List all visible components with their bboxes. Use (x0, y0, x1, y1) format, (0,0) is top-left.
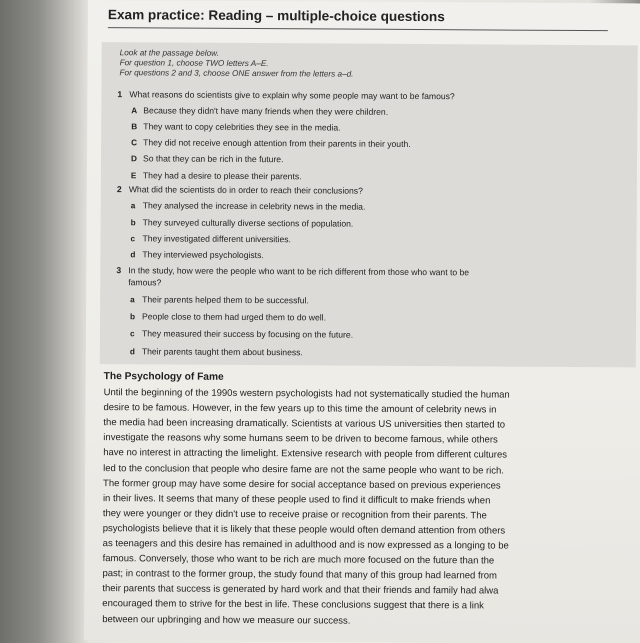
option-text: So that they can be rich in the future. (143, 153, 284, 164)
option-text: They interviewed psychologists. (142, 249, 263, 260)
question-line: famous? (128, 277, 161, 287)
passage-line: past; in contrast to the former group, the study found that many of this group had learned from (102, 568, 497, 581)
option-2-b (131, 217, 354, 228)
passage-line: in their lives. It seems that many of these people used to find it difficult to make friends when (103, 493, 490, 506)
option-letter: d (130, 250, 142, 259)
instruction-line: For questions 2 and 3, choose ONE answer from the letters a–d. (120, 68, 354, 78)
option-letter: C (131, 138, 143, 147)
question-number: 3 (116, 265, 128, 275)
option-letter: c (130, 329, 142, 338)
option-1-E (131, 170, 302, 181)
option-letter: D (131, 154, 143, 163)
passage-line: they were younger or they didn't use to receive praise or recognition from their parents. The (103, 508, 487, 521)
option-letter: A (131, 106, 143, 115)
option-letter: a (131, 201, 143, 210)
question-line: What did the scientists do in order to reach their conclusions? (129, 184, 363, 195)
question-3-text (116, 277, 161, 287)
option-3-b (130, 311, 326, 322)
passage-line: Until the beginning of the 1990s western psychologists had not systematically studied the human (104, 387, 510, 400)
question-line: What reasons do scientists give to explain why some people may want to be famous? (129, 89, 454, 101)
passage-line: The former group may have some desire for social acceptance based on previous experiences (103, 478, 501, 491)
option-2-a (131, 200, 366, 211)
question-2-text (117, 184, 363, 196)
passage-line: have no interest in attracting the limelight. Extensive research with people from different cultures (103, 447, 507, 460)
option-letter: E (131, 171, 143, 180)
option-text: They want to copy celebrities they see in the media. (143, 121, 340, 132)
option-1-B (131, 121, 340, 132)
option-2-d (130, 249, 263, 260)
instruction-line: For question 1, choose TWO letters A–E. (120, 58, 269, 68)
textbook-page (84, 0, 640, 643)
option-1-D (131, 153, 284, 164)
passage-line: their parents that success is generated by hard work and that their friends and family had alwa (102, 583, 498, 596)
instruction-line: Look at the passage below. (120, 48, 219, 58)
page-title: Exam practice: Reading – multiple-choice questions (108, 7, 445, 24)
passage-title: The Psychology of Fame (104, 371, 224, 383)
option-text: They analysed the increase in celebrity news in the media. (143, 200, 366, 211)
option-text: They surveyed culturally diverse sections of population. (143, 217, 354, 228)
option-1-C (131, 137, 411, 149)
option-3-d (130, 346, 303, 357)
passage-line: famous. Conversely, those who want to be rich are much more focused on the future than the (103, 553, 495, 566)
passage-line: desire to be famous. However, in the few years up to this time the amount of celebrity news in (103, 402, 496, 415)
passage-line: the media had been increasing dramatically. Scientists at various US universities then started to (103, 417, 505, 430)
option-letter: b (131, 218, 143, 227)
option-text: They had a desire to please their parents. (143, 170, 302, 181)
option-text: They did not receive enough attention from their parents in their youth. (143, 137, 411, 149)
option-letter: c (131, 234, 143, 243)
passage-line: between our upbringing and how we measure our success. (102, 614, 350, 627)
question-number: 2 (117, 184, 129, 194)
questions-box (100, 42, 638, 367)
passage-line: investigate the reasons why some humans seem to be driven to become famous, while others (103, 432, 498, 445)
option-3-a (130, 294, 309, 305)
passage-line: as teenagers and this desire has remained in adulthood and is now expressed as a longing to be (103, 538, 509, 551)
passage-line: encouraged them to strive for the best in life. These conclusions suggest that there is a link (102, 598, 484, 611)
question-line: In the study, how were the people who want to be rich different from those who want to be (128, 265, 469, 277)
passage-line: led to the conclusion that people who desire fame are not the same people who want to be rich. (103, 463, 504, 476)
passage-line: psychologists believe that it is likely that these people would often demand attention from others (103, 523, 505, 536)
option-text: They investigated different universities. (143, 233, 291, 244)
option-text: Because they didn't have many friends when they were children. (143, 105, 388, 116)
option-1-A (131, 105, 388, 117)
header-bar (108, 6, 608, 31)
option-letter: b (130, 312, 142, 321)
option-letter: B (131, 122, 143, 131)
option-text: Their parents helped them to be successful. (142, 294, 309, 305)
question-3-text (116, 265, 469, 277)
question-number: 1 (117, 89, 129, 99)
option-3-c (130, 328, 353, 339)
option-letter: a (130, 295, 142, 304)
option-text: They measured their success by focusing on the future. (142, 328, 353, 339)
passage-body (88, 0, 640, 3)
option-text: Their parents taught them about business. (142, 346, 303, 357)
option-letter: d (130, 347, 142, 356)
question-1-text (117, 89, 454, 101)
option-text: People close to them had urged them to do well. (142, 311, 326, 322)
option-2-c (131, 233, 291, 244)
